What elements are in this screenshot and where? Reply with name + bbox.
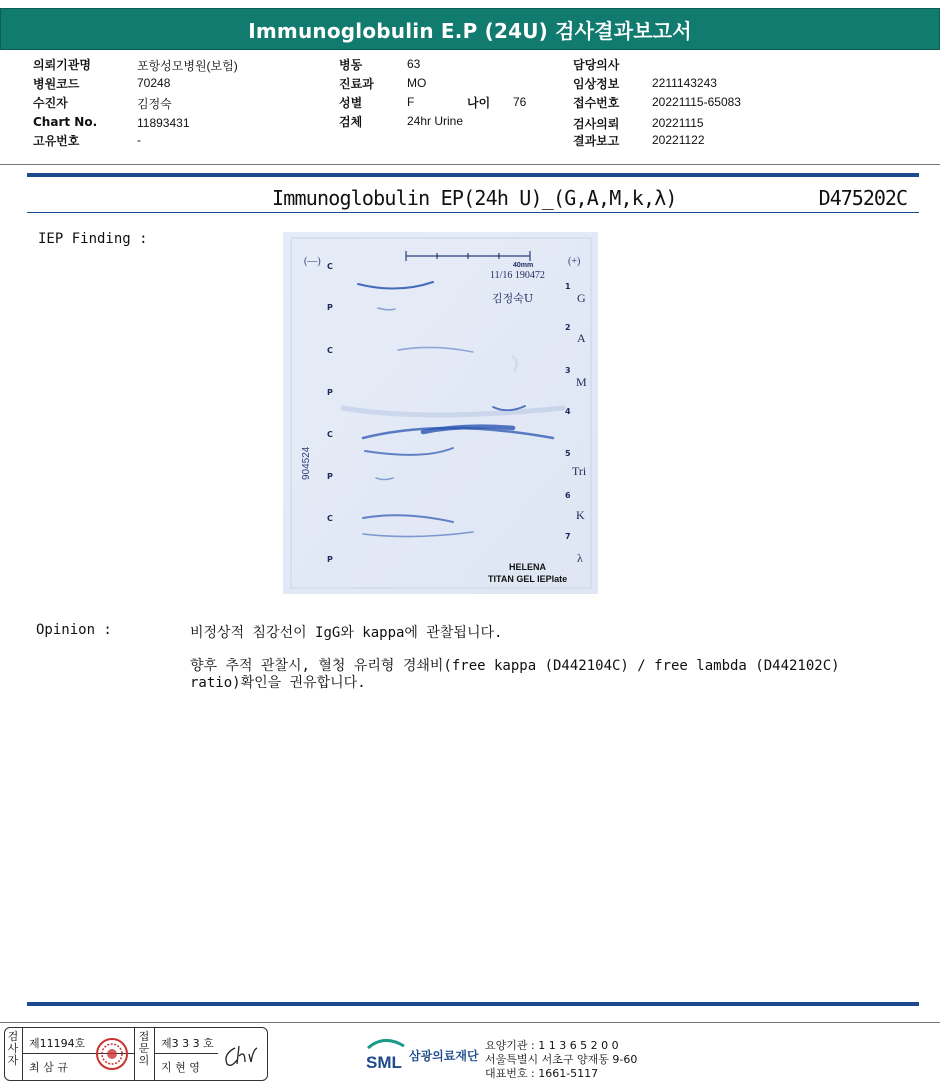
gel-lane-number: 3 — [565, 366, 571, 375]
info-value: F — [407, 95, 415, 109]
gel-scale-label: 40mm — [513, 262, 534, 269]
examiner-side-label: 검 사 자 — [7, 1030, 19, 1067]
gel-date-code: 11/16 190472 — [490, 270, 545, 281]
info-value: 포항성모병원(보험) — [137, 59, 238, 73]
info-label: Chart No. — [33, 115, 98, 129]
opinion-text: ratio)확인을 권유합니다. — [190, 675, 366, 691]
info-value: 24hr Urine — [407, 114, 464, 128]
signature-icon — [221, 1040, 261, 1070]
gel-well-label: C — [327, 430, 333, 439]
doctor-side-label: 접 문 의 — [138, 1030, 150, 1067]
gel-lane-label: Tri — [572, 464, 587, 478]
gel-well-label: P — [327, 555, 333, 564]
gel-lane-label: M — [576, 375, 587, 389]
org-address: 서울특별시 서초구 양재동 9-60 — [485, 1053, 638, 1066]
title-underline — [27, 212, 919, 213]
report-title: Immunoglobulin E.P (24U) 검사결과보고서 — [0, 8, 940, 50]
info-value: - — [137, 133, 141, 147]
test-code: D475202C — [818, 186, 907, 210]
gel-well-label: P — [327, 388, 333, 397]
info-label: 임상정보 — [573, 77, 620, 91]
info-label: 진료과 — [339, 77, 374, 91]
examiner-number: 제11194호 — [29, 1037, 86, 1050]
gel-lane-number: 4 — [565, 407, 571, 416]
gel-lane-number: 7 — [565, 532, 571, 541]
info-section — [0, 0, 940, 160]
iep-gel-image — [283, 232, 598, 594]
footer — [0, 1022, 940, 1092]
gel-well-label: C — [327, 514, 333, 523]
gel-lane-label: A — [577, 331, 586, 345]
info-label: 접수번호 — [573, 96, 620, 110]
info-value: 20221122 — [652, 133, 705, 147]
doctor-number: 제3 3 3 호 — [161, 1037, 214, 1050]
gel-side-code: 904524 — [301, 446, 312, 480]
gel-well-label: C — [327, 262, 333, 271]
gel-lane-number: 2 — [565, 323, 571, 332]
info-label: 결과보고 — [573, 134, 620, 148]
info-label: 성별 — [339, 96, 363, 110]
gel-lane-number: 1 — [565, 282, 571, 291]
signature-box — [4, 1027, 268, 1081]
info-value: 20221115 — [652, 116, 704, 130]
org-name: 삼광의료재단 — [409, 1049, 479, 1063]
org-code: 요양기관 : 1 1 3 6 5 2 0 0 — [485, 1039, 619, 1052]
gel-plus-label: (+) — [568, 256, 581, 267]
divider — [0, 164, 940, 165]
examiner-name: 최 삼 규 — [29, 1061, 68, 1074]
test-name: Immunoglobulin EP(24h U)_(G,A,M,k,λ) — [272, 186, 677, 210]
info-label: 담당의사 — [573, 58, 620, 72]
svg-text:SML: SML — [366, 1053, 402, 1072]
gel-lane-number: 6 — [565, 491, 571, 500]
gel-well-label: P — [327, 303, 333, 312]
iep-finding-label: IEP Finding : — [38, 231, 148, 247]
gel-minus-label: (—) — [304, 256, 321, 267]
doctor-name: 지 현 영 — [161, 1061, 200, 1074]
info-label: 검체 — [339, 115, 363, 129]
gel-lane-number: 5 — [565, 449, 571, 458]
top-rule — [27, 173, 919, 177]
seal-icon — [95, 1037, 129, 1071]
opinion-label: Opinion : — [36, 622, 112, 638]
gel-lane-label: G — [577, 291, 586, 305]
gel-lane-label: λ — [577, 551, 583, 565]
info-value: 70248 — [137, 76, 171, 90]
info-value: 76 — [513, 95, 527, 109]
info-label: 검사의뢰 — [573, 117, 620, 131]
info-value: 2211143243 — [652, 76, 717, 90]
gel-brand-product: TITAN GEL IEPlate — [488, 574, 568, 584]
info-label: 병원코드 — [33, 77, 80, 91]
opinion-text: 비정상적 침강선이 IgG와 kappa에 관찰됩니다. — [190, 625, 503, 641]
gel-brand: HELENA — [509, 562, 547, 572]
gel-lane-label: K — [576, 508, 585, 522]
info-label: 나이 — [467, 96, 491, 110]
info-value: 김정숙 — [137, 97, 172, 111]
gel-well-label: C — [327, 346, 333, 355]
info-value: MO — [407, 76, 427, 90]
info-label: 수진자 — [33, 96, 68, 110]
opinion-text: 향후 추적 관찰시, 혈청 유리형 경쇄비(free kappa (D442104C) / free lambda (D442102C) — [190, 658, 840, 674]
info-label: 의뢰기관명 — [33, 58, 91, 72]
info-value: 20221115-65083 — [652, 95, 741, 109]
info-label: 병동 — [339, 58, 363, 72]
gel-well-label: P — [327, 472, 333, 481]
info-value: 11893431 — [137, 116, 190, 130]
info-label: 고유번호 — [33, 134, 80, 148]
gel-handwritten-name: 김정숙U — [492, 292, 534, 305]
org-phone: 대표번호 : 1661-5117 — [485, 1067, 599, 1080]
info-value: 63 — [407, 57, 421, 71]
sml-logo-icon — [364, 1034, 408, 1074]
bottom-rule — [27, 1002, 919, 1006]
